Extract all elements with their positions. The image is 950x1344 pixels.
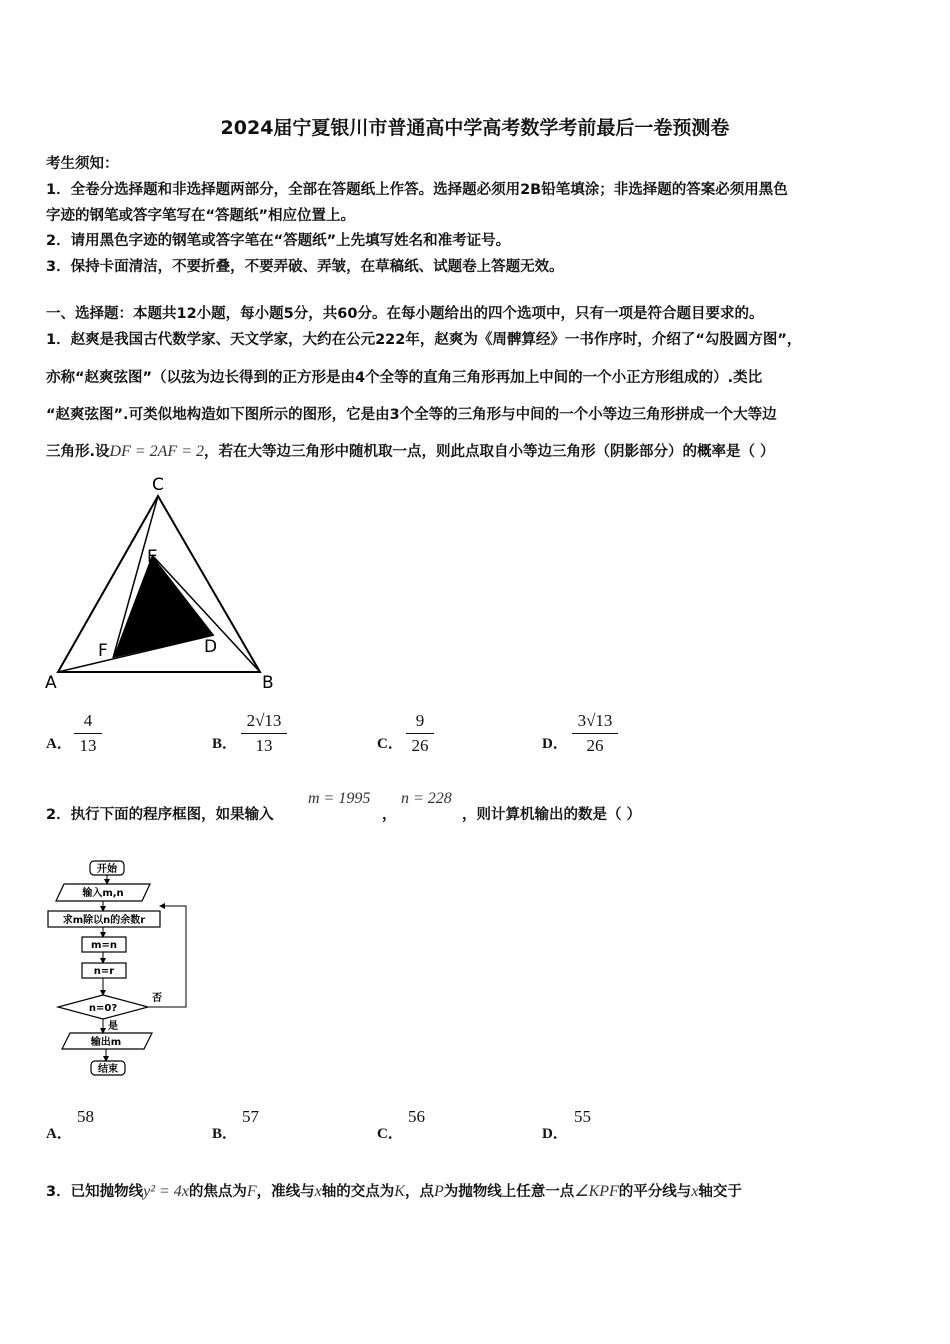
q1-line: 1．赵爽是我国古代数学家、天文学家，大约在公元222年，赵爽为《周髀算经》一书作序时，介绍了“勾股圆方图”， bbox=[46, 332, 802, 348]
q1-option-c[interactable] bbox=[406, 711, 434, 756]
q1-option-a[interactable] bbox=[74, 711, 102, 756]
flow-no-label: 否 bbox=[152, 993, 162, 1004]
q3-text: 轴交于 bbox=[698, 1184, 742, 1200]
q1-line4-pre: 三角形.设 bbox=[46, 444, 110, 460]
flow-condition-label: n=0? bbox=[88, 1003, 118, 1014]
q2-stem-post: ，则计算机输出的数是（ ） bbox=[462, 807, 642, 823]
q2-n-value: n = 228 bbox=[401, 790, 452, 807]
flow-loop-back bbox=[148, 906, 186, 1007]
flow-remainder-label: 求m除以n的余数r bbox=[62, 915, 146, 926]
q3-pre: 3．已知抛物线 bbox=[46, 1184, 144, 1200]
q3-text: 轴的交点为 bbox=[321, 1184, 395, 1200]
q1-line4-math: DF = 2AF = 2 bbox=[109, 443, 204, 460]
q2-option-d[interactable]: 55 bbox=[574, 1107, 591, 1126]
flow-output-label: 输出m bbox=[90, 1037, 122, 1048]
q1-option-d-num: 3√13 bbox=[577, 711, 613, 730]
q2-option-a[interactable]: 58 bbox=[77, 1107, 94, 1126]
notice-item: 3．保持卡面清洁，不要折叠，不要弄破、弄皱，在草稿纸、试题卷上答题无效。 bbox=[46, 259, 564, 275]
q2-option-d-letter: D． bbox=[542, 1126, 568, 1142]
q1-line: 亦称“赵爽弦图”（以弦为边长得到的正方形是由4个全等的直角三角形再加上中间的一个小正方形组成的）.类比 bbox=[46, 370, 763, 386]
label-b: B bbox=[262, 673, 274, 693]
q1-option-a-num: 4 bbox=[83, 711, 93, 730]
flow-assign-m-label: m=n bbox=[91, 940, 117, 951]
q3-focus: F bbox=[246, 1183, 257, 1200]
q3-text: ，准线与 bbox=[256, 1184, 315, 1200]
notice-item: 2．请用黑色字迹的钢笔或答字笔在“答题纸”上先填写姓名和准考证号。 bbox=[46, 233, 511, 249]
flow-yes-label: 是 bbox=[108, 1021, 118, 1032]
q1-option-d-letter: D． bbox=[542, 736, 568, 752]
q1-option-c-num: 9 bbox=[415, 711, 425, 730]
q1-option-c-den: 26 bbox=[411, 736, 429, 755]
q3-text: ，点 bbox=[404, 1184, 434, 1200]
q3-text: 为抛物线上任意一点 bbox=[443, 1184, 575, 1200]
label-a: A bbox=[45, 673, 57, 693]
q3-x-axis: x bbox=[314, 1183, 322, 1200]
notice-item: 字迹的钢笔或答字笔写在“答题纸”相应位置上。 bbox=[46, 208, 356, 224]
flow-assign-n-label: n=r bbox=[93, 966, 115, 977]
q2-option-b[interactable]: 57 bbox=[242, 1107, 259, 1126]
q3-text: 的焦点为 bbox=[188, 1184, 247, 1200]
section-heading: 一、选择题：本题共12小题，每小题5分，共60分。在每小题给出的四个选项中，只有一项是符合题目要求的。 bbox=[46, 306, 764, 322]
q3-point-k: K bbox=[394, 1183, 405, 1200]
q3-equation: y² = 4x bbox=[143, 1183, 189, 1200]
q1-option-a-den: 13 bbox=[79, 736, 97, 755]
page-title: 2024届宁夏银川市普通高中学高考数学考前最后一卷预测卷 bbox=[220, 117, 730, 139]
q3-stem bbox=[46, 1180, 742, 1201]
q2-option-c-letter: C． bbox=[377, 1126, 403, 1142]
notice-heading: 考生须知： bbox=[46, 156, 119, 172]
flow-input-label: 输入m,n bbox=[82, 888, 124, 899]
flow-start-label: 开始 bbox=[97, 864, 117, 875]
q1-option-b-letter: B． bbox=[212, 736, 238, 752]
label-f: F bbox=[98, 641, 108, 661]
q2-stem-pre: 2．执行下面的程序框图，如果输入 bbox=[46, 807, 274, 823]
q3-angle: ∠KPF bbox=[574, 1183, 619, 1200]
q3-text: 的平分线与 bbox=[618, 1184, 692, 1200]
label-c: C bbox=[152, 475, 164, 495]
q2-option-c[interactable]: 56 bbox=[408, 1107, 425, 1126]
q2-comma: ， bbox=[382, 807, 397, 823]
q1-option-b-den: 13 bbox=[255, 736, 273, 755]
q1-line4-post: ，若在大等边三角形中随机取一点，则此点取自小等边三角形（阴影部分）的概率是（ ） bbox=[203, 444, 775, 460]
q1-option-d[interactable] bbox=[572, 711, 618, 756]
q3-x-axis: x bbox=[691, 1183, 699, 1200]
q1-line-4 bbox=[46, 440, 775, 461]
q1-option-c-letter: C． bbox=[377, 736, 403, 752]
q1-option-b-num: 2√13 bbox=[246, 711, 282, 730]
q2-m-value: m = 1995 bbox=[308, 790, 371, 807]
q1-option-b[interactable] bbox=[241, 711, 287, 756]
q1-option-d-den: 26 bbox=[586, 736, 604, 755]
q2-option-b-letter: B． bbox=[212, 1126, 238, 1142]
q2-option-a-letter: A． bbox=[46, 1126, 72, 1142]
q1-line: “赵爽弦图”.可类似地构造如下图所示的图形，它是由3个全等的三角形与中间的一个小等边三角形拼成一个大等边 bbox=[46, 407, 777, 423]
q3-point-p: P bbox=[433, 1183, 444, 1200]
q1-triangle-figure bbox=[40, 470, 290, 695]
q2-flowchart bbox=[40, 855, 200, 1085]
q1-option-a-letter: A． bbox=[46, 736, 72, 752]
notice-item: 1．全卷分选择题和非选择题两部分，全部在答题纸上作答。选择题必须用2B铅笔填涂；非选择题的答案必须用黑色 bbox=[46, 182, 788, 198]
label-d: D bbox=[204, 637, 218, 657]
flow-end-label: 结束 bbox=[98, 1064, 118, 1075]
label-e: E bbox=[147, 547, 158, 567]
